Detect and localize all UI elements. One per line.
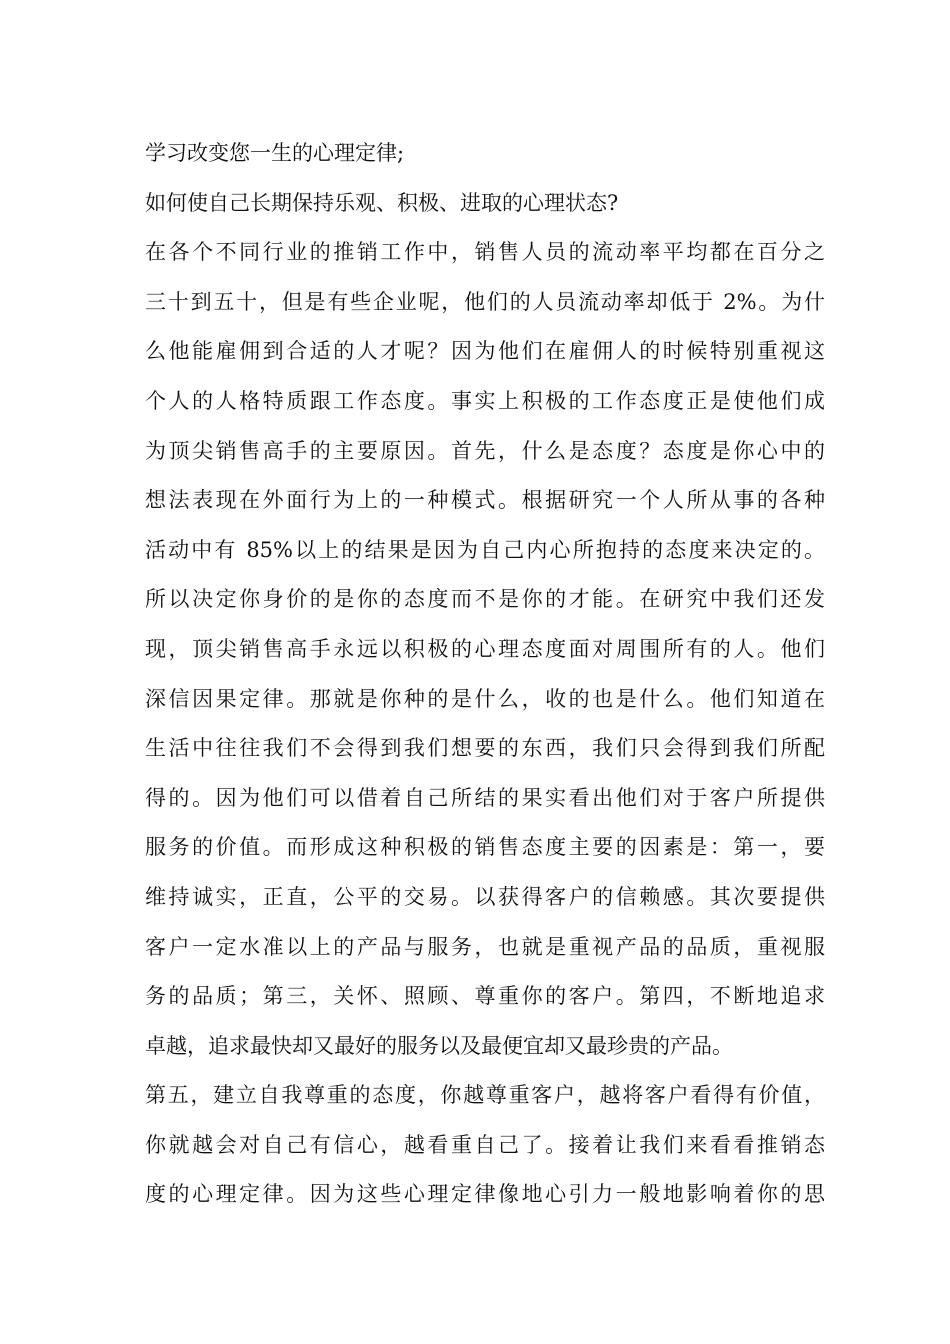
paragraph-line: 想法表现在外面行为上的一种模式。根据研究一个人所从事的各种 (145, 488, 825, 513)
paragraph-2 (145, 1071, 825, 1220)
paragraph-line: 生活中往往我们不会得到我们想要的东西，我们只会得到我们所配 (145, 736, 825, 761)
paragraph-line: 卓越，追求最快却又最好的服务以及最便宜却又最珍贵的产品。 (145, 1033, 733, 1058)
paragraph-1 (145, 228, 825, 1071)
paragraph-line: 么他能雇佣到合适的人才呢？因为他们在雇佣人的时候特别重视这 (145, 339, 825, 364)
paragraph-line: 第五，建立自我尊重的态度，你越尊重客户，越将客户看得有价值， (145, 1083, 825, 1108)
paragraph-line: 得的。因为他们可以借着自己所结的果实看出他们对于客户所提供 (145, 785, 825, 810)
paragraph-line: 你就越会对自己有信心，越看重自己了。接着让我们来看看推销态 (145, 1132, 825, 1157)
document-body (145, 129, 825, 1220)
paragraph-line: 务的品质；第三，关怀、照顾、尊重你的客户。第四，不断地追求 (145, 984, 825, 1009)
paragraph-line: 三十到五十，但是有些企业呢，他们的人员流动率却低于 2%。为什 (145, 289, 825, 314)
paragraph-line: 现，顶尖销售高手永远以积极的心理态度面对周围所有的人。他们 (145, 636, 825, 661)
paragraph-line: 在各个不同行业的推销工作中，销售人员的流动率平均都在百分之 (145, 240, 825, 265)
document-heading-2: 如何使自己长期保持乐观、积极、进取的心理状态? (145, 190, 619, 215)
paragraph-line: 为顶尖销售高手的主要原因。首先，什么是态度？态度是你心中的 (145, 438, 825, 463)
paragraph-line: 服务的价值。而形成这种积极的销售态度主要的因素是：第一，要 (145, 835, 825, 860)
paragraph-line: 维持诚实，正直，公平的交易。以获得客户的信赖感。其次要提供 (145, 884, 825, 909)
paragraph-line: 度的心理定律。因为这些心理定律像地心引力一般地影响着你的思 (145, 1182, 825, 1207)
paragraph-line: 个人的人格特质跟工作态度。事实上积极的工作态度正是使他们成 (145, 388, 825, 413)
paragraph-line: 深信因果定律。那就是你种的是什么，收的也是什么。他们知道在 (145, 686, 825, 711)
document-heading-1: 学习改变您一生的心理定律; (145, 141, 405, 165)
paragraph-line: 客户一定水准以上的产品与服务，也就是重视产品的品质，重视服 (145, 934, 825, 959)
paragraph-line: 活动中有 85%以上的结果是因为自己内心所抱持的态度来决定的。 (145, 537, 825, 562)
paragraph-line: 所以决定你身价的是你的态度而不是你的才能。在研究中我们还发 (145, 587, 825, 612)
